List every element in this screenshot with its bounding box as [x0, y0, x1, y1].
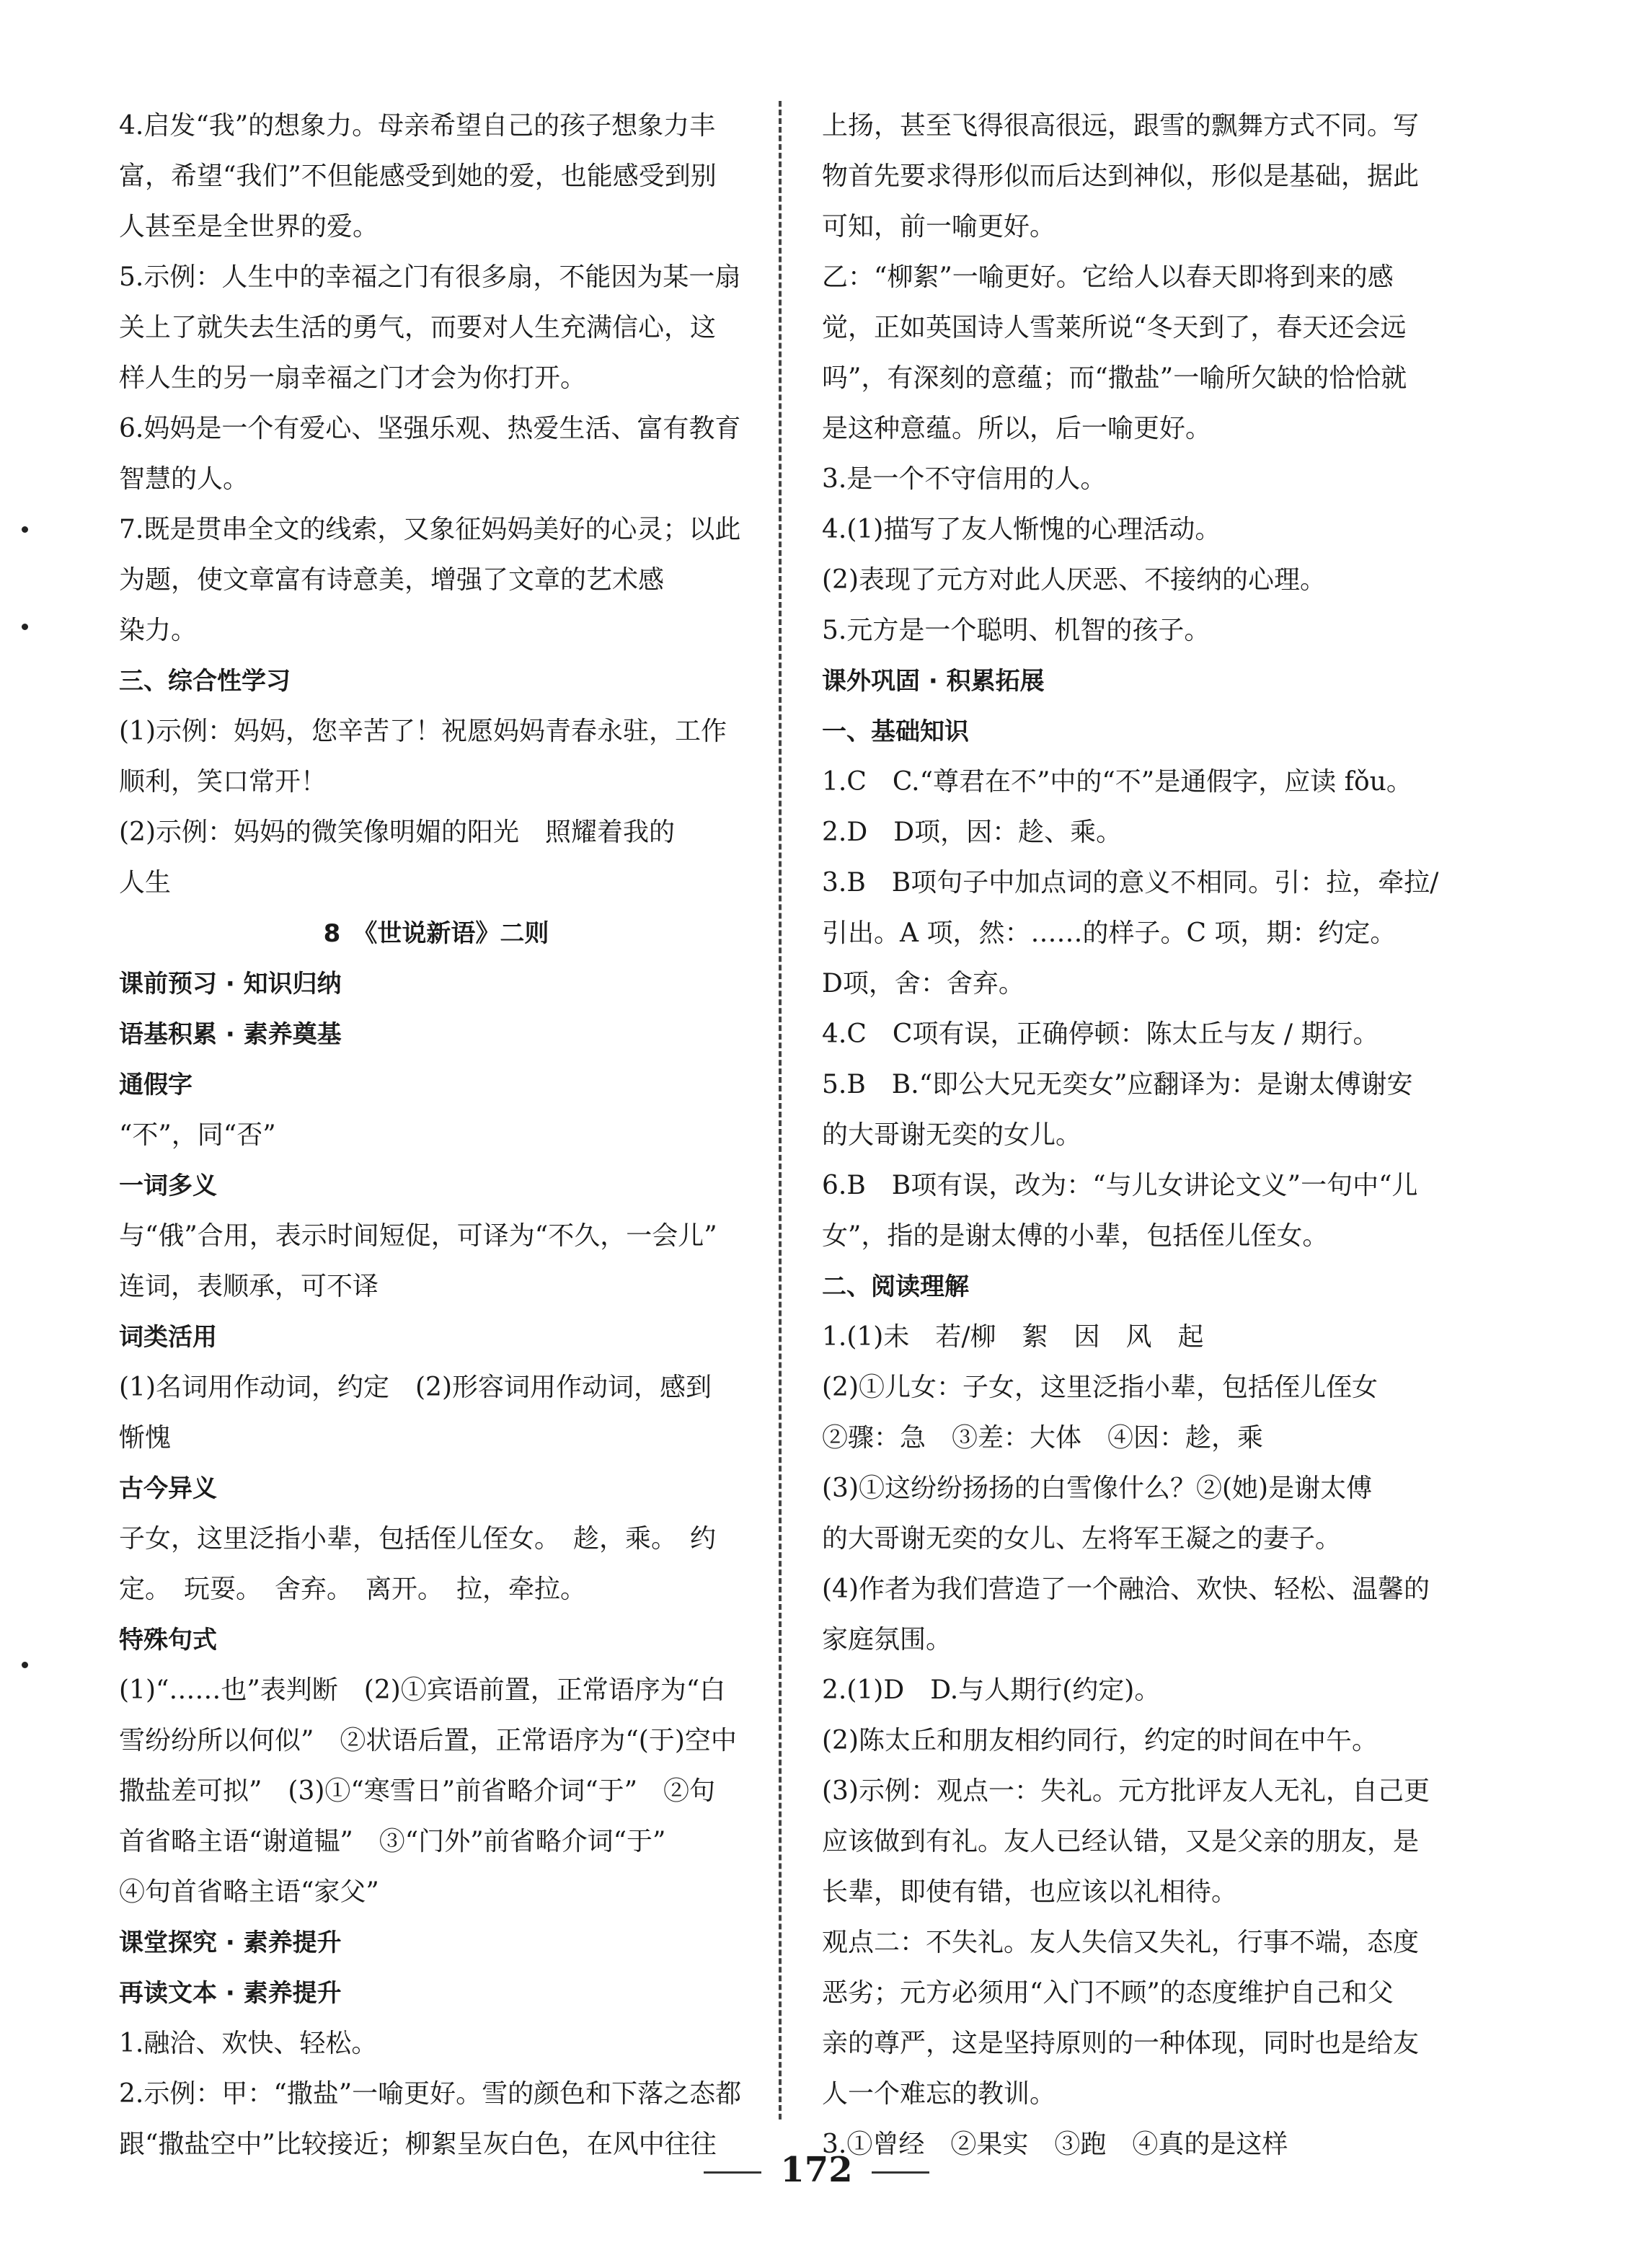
section-heading: 特殊句式: [119, 1626, 217, 1655]
margin-dot: [22, 624, 28, 630]
column-divider: [779, 101, 782, 2119]
section-heading: 古今异义: [119, 1474, 217, 1503]
section-heading: 三、综合性学习: [119, 667, 291, 696]
text-line: 家庭氛围。: [822, 1625, 952, 1655]
text-line: 人一个难忘的教训。: [822, 2079, 1056, 2109]
text-line: 长辈，即使有错，也应该以礼相待。: [822, 1877, 1238, 1907]
text-line: 1.C C.“尊君在不”中的“不”是通假字，应读 fǒu。: [822, 767, 1412, 797]
section-heading: 语基积累 · 素养奠基: [119, 1020, 342, 1049]
section-heading: 通假字: [119, 1071, 192, 1099]
text-line: 富，希望“我们”不但能感受到她的爱，也能感受到别: [119, 161, 717, 191]
text-line: 人生: [119, 868, 172, 898]
footer-rule-right: [872, 2171, 929, 2174]
text-line: 撒盐差可拟” (3)①“寒雪日”前省略介词“于” ②句: [119, 1776, 716, 1806]
text-line: 人甚至是全世界的爱。: [119, 212, 379, 242]
left-column: [119, 101, 753, 2170]
section-heading: 二、阅读理解: [822, 1272, 969, 1301]
right-column: [822, 101, 1456, 2170]
text-line: (2)表现了元方对此人厌恶、不接纳的心理。: [822, 565, 1326, 595]
text-line: ④句首省略主语“家父”: [119, 1877, 379, 1907]
text-line: 与“俄”合用，表示时间短促，可译为“不久，一会儿”: [119, 1221, 717, 1251]
text-line: 5.B B.“即公大兄无奕女”应翻译为：是谢太傅谢安: [822, 1070, 1413, 1099]
text-line: 3.①曾经 ②果实 ③跑 ④真的是这样: [822, 2130, 1288, 2159]
text-line: (1)名词用作动词，约定 (2)形容词用作动词，感到: [119, 1373, 712, 1402]
text-line: 4.C C项有误，正确停顿：陈太丘与友 / 期行。: [822, 1019, 1379, 1049]
text-line: 乙：“柳絮”一喻更好。它给人以春天即将到来的感: [822, 262, 1394, 292]
text-line: ②骤：急 ③差：大体 ④因：趁，乘: [822, 1423, 1264, 1453]
text-line: 觉，正如英国诗人雪莱所说“冬天到了，春天还会远: [822, 313, 1407, 342]
section-heading: 课外巩固 · 积累拓展: [822, 667, 1045, 696]
text-line: 样人生的另一扇幸福之门才会为你打开。: [119, 363, 587, 393]
margin-dot: [22, 526, 28, 533]
text-line: 染力。: [119, 616, 198, 645]
text-line: 的大哥谢无奕的女儿。: [822, 1120, 1082, 1150]
text-line: 1.(1)未 若/柳 絮 因 风 起: [822, 1322, 1204, 1352]
text-line: 连词，表顺承，可不译: [119, 1272, 379, 1301]
text-line: 关上了就失去生活的勇气，而要对人生充满信心，这: [119, 313, 717, 342]
text-line: 4.启发“我”的想象力。母亲希望自己的孩子想象力丰: [119, 111, 716, 141]
text-line: (3)示例：观点一：失礼。元方批评友人无礼，自己更: [822, 1776, 1430, 1806]
text-line: 2.(1)D D.与人期行(约定)。: [822, 1675, 1161, 1705]
text-line: 引出。A 项，然：……的样子。C 项，期：约定。: [822, 918, 1397, 948]
section-heading: 一、基础知识: [822, 717, 969, 746]
text-line: 6.妈妈是一个有爱心、坚强乐观、热爱生活、富有教育: [119, 414, 741, 443]
section-heading: 词类活用: [119, 1323, 217, 1352]
text-line: (4)作者为我们营造了一个融洽、欢快、轻松、温馨的: [822, 1574, 1430, 1604]
text-line: 2.D D项，因：趁、乘。: [822, 818, 1123, 847]
text-line: 物首先要求得形似而后达到神似，形似是基础，据此: [822, 161, 1420, 191]
text-line: 的大哥谢无奕的女儿、左将军王凝之的妻子。: [822, 1524, 1342, 1554]
text-line: 观点二：不失礼。友人失信又失礼，行事不端，态度: [822, 1928, 1420, 1957]
text-line: D项，舍：舍弃。: [822, 969, 1025, 998]
text-line: 顺利，笑口常开！: [119, 767, 327, 797]
text-line: 3.B B项句子中加点词的意义不相同。引：拉，牵拉/: [822, 868, 1439, 898]
text-line: 恶劣；元方必须用“入门不顾”的态度维护自己和父: [822, 1978, 1394, 2008]
text-line: 2.示例：甲：“撒盐”一喻更好。雪的颜色和下落之态都: [119, 2079, 742, 2109]
section-heading: 8 《世说新语》二则: [323, 919, 549, 948]
text-line: “不”，同“否”: [119, 1120, 276, 1150]
text-line: 7.既是贯串全文的线索，又象征妈妈美好的心灵；以此: [119, 515, 741, 544]
text-line: (1)示例：妈妈，您辛苦了！祝愿妈妈青春永驻，工作: [119, 717, 727, 746]
section-heading: 一词多义: [119, 1171, 217, 1200]
text-line: 智慧的人。: [119, 464, 249, 494]
text-line: (1)“……也”表判断 (2)①宾语前置，正常语序为“白: [119, 1675, 726, 1705]
text-line: (3)①这纷纷扬扬的白雪像什么？②(她)是谢太傅: [822, 1474, 1373, 1503]
footer-rule-left: [704, 2171, 761, 2174]
margin-dot: [22, 1662, 28, 1668]
text-line: (2)陈太丘和朋友相约同行，约定的时间在中午。: [822, 1726, 1378, 1755]
text-line: 5.示例：人生中的幸福之门有很多扇，不能因为某一扇: [119, 262, 741, 292]
text-line: 6.B B项有误，改为：“与儿女讲论文义”一句中“儿: [822, 1171, 1418, 1200]
section-heading: 课堂探究 · 素养提升: [119, 1928, 342, 1957]
page-number: 172: [780, 2150, 853, 2190]
text-line: 可知，前一喻更好。: [822, 212, 1056, 242]
text-line: 吗”，有深刻的意蕴；而“撒盐”一喻所欠缺的恰恰就: [822, 363, 1407, 393]
text-line: 3.是一个不守信用的人。: [822, 464, 1107, 494]
text-line: 上扬，甚至飞得很高很远，跟雪的飘舞方式不同。写: [822, 111, 1420, 141]
text-line: 雪纷纷所以何似” ②状语后置，正常语序为“(于)空中: [119, 1726, 737, 1755]
section-heading: 课前预习 · 知识归纳: [119, 970, 342, 998]
text-line: 子女，这里泛指小辈，包括侄儿侄女。 趁，乘。 约: [119, 1524, 717, 1554]
page-footer: [0, 2150, 1633, 2190]
text-line: 为题，使文章富有诗意美，增强了文章的艺术感: [119, 565, 665, 595]
text-line: 女”，指的是谢太傅的小辈，包括侄儿侄女。: [822, 1221, 1329, 1251]
text-line: 亲的尊严，这是坚持原则的一种体现，同时也是给友: [822, 2029, 1420, 2058]
text-line: 首省略主语“谢道韫” ③“门外”前省略介词“于”: [119, 1827, 666, 1856]
text-line: 5.元方是一个聪明、机智的孩子。: [822, 616, 1211, 645]
text-line: 应该做到有礼。友人已经认错，又是父亲的朋友，是: [822, 1827, 1420, 1856]
text-line: 惭愧: [119, 1423, 172, 1453]
text-line: (2)①儿女：子女，这里泛指小辈，包括侄儿侄女: [822, 1373, 1378, 1402]
text-line: 定。 玩耍。 舍弃。 离开。 拉，牵拉。: [119, 1574, 587, 1604]
text-line: 4.(1)描写了友人惭愧的心理活动。: [822, 515, 1221, 544]
text-line: 跟“撒盐空中”比较接近；柳絮呈灰白色，在风中往往: [119, 2130, 717, 2159]
text-line: 是这种意蕴。所以，后一喻更好。: [822, 414, 1212, 443]
text-line: 1.融洽、欢快、轻松。: [119, 2029, 378, 2058]
text-line: (2)示例：妈妈的微笑像明媚的阳光 照耀着我的: [119, 818, 675, 847]
section-heading: 再读文本 · 素养提升: [119, 1979, 342, 2008]
